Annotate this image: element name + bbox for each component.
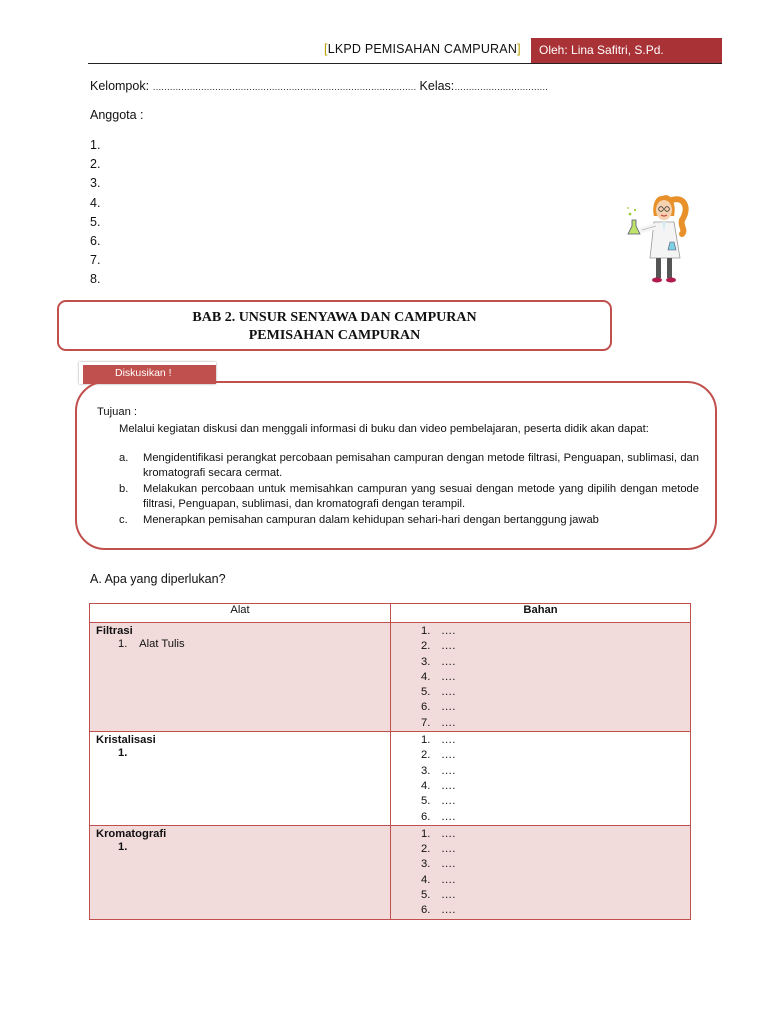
bahan-item — [421, 655, 690, 670]
bahan-number: 4. — [421, 873, 431, 886]
bahan-number: 5. — [421, 889, 431, 902]
bahan-number: 3. — [421, 655, 431, 668]
alat-item: 1. — [118, 840, 128, 853]
kelompok-field[interactable]: ………………………………………………………………………………… — [152, 82, 417, 92]
alat-method-name: Kromatografi — [96, 827, 167, 840]
table-row — [90, 623, 691, 732]
kelompok-label: Kelompok: — [90, 79, 150, 93]
bahan-number: 6. — [421, 904, 431, 917]
bahan-dots: …. — [441, 810, 456, 823]
tujuan-item-letter: c. — [119, 514, 128, 526]
bahan-dots: …. — [441, 670, 456, 683]
bahan-number: 7. — [421, 716, 431, 729]
alat-cell[interactable] — [90, 732, 391, 826]
header-alat: Alat — [90, 604, 391, 623]
bahan-dots: …. — [441, 858, 456, 871]
kelas-field[interactable]: …………………………… — [454, 82, 548, 92]
tujuan-item-letter: b. — [119, 483, 129, 495]
bahan-item — [421, 639, 690, 654]
bahan-dots: …. — [441, 889, 456, 902]
alat-item: 1. — [118, 747, 128, 760]
bahan-item — [421, 903, 690, 918]
tujuan-item-text: Mengidentifikasi perangkat percobaan pemisahan campuran dengan metode filtrasi, Penguapan, sublimasi, dan kromatografi secara cermat. — [143, 452, 699, 479]
alat-method-name: Filtrasi — [96, 625, 133, 637]
tujuan-item-text: Melakukan percobaan untuk memisahkan campuran yang sesuai dengan metode yang dipilih dengan metode filtrasi, Penguapan, sublimasi, dan kromatografi dengan terampil. — [143, 483, 699, 510]
bahan-number: 1. — [421, 734, 431, 747]
bahan-number: 2. — [421, 640, 431, 653]
bahan-item — [421, 827, 690, 842]
bahan-cell[interactable] — [391, 732, 691, 826]
alat-cell[interactable] — [90, 623, 391, 732]
bahan-item — [421, 733, 690, 748]
chapter-title-line2: PEMISAHAN CAMPURAN — [248, 328, 421, 343]
chapter-title-box — [57, 300, 612, 351]
tujuan-item-text: Menerapkan pemisahan campuran dalam kehidupan sehari-hari dengan bertanggung jawab — [143, 514, 599, 526]
bahan-item — [421, 888, 690, 903]
bahan-item — [421, 670, 690, 685]
alat-cell[interactable] — [90, 825, 391, 919]
bahan-number: 6. — [421, 810, 431, 823]
anggota-item[interactable]: 3. — [90, 176, 101, 191]
bahan-dots: …. — [441, 873, 456, 886]
author-badge: Oleh: Lina Safitri, S.Pd. — [531, 38, 722, 63]
equipment-table — [89, 603, 691, 920]
bahan-cell[interactable] — [391, 825, 691, 919]
table-header-row — [90, 604, 691, 623]
bahan-number: 4. — [421, 670, 431, 683]
diskusi-tab-label: Diskusikan ! — [83, 365, 216, 384]
tujuan-item — [119, 513, 699, 528]
bahan-dots: …. — [441, 734, 456, 747]
bahan-item — [421, 857, 690, 872]
bahan-item — [421, 624, 690, 639]
bahan-number: 1. — [421, 827, 431, 840]
bahan-number: 5. — [421, 686, 431, 699]
bahan-item — [421, 716, 690, 731]
bahan-dots: …. — [441, 827, 456, 840]
bahan-number: 1. — [421, 625, 431, 637]
bahan-item — [421, 748, 690, 763]
tujuan-list — [119, 451, 699, 530]
bahan-number: 2. — [421, 843, 431, 856]
title-bracket-close: ] — [517, 42, 521, 56]
bahan-cell[interactable] — [391, 623, 691, 732]
table-row — [90, 825, 691, 919]
bahan-item — [421, 700, 690, 715]
bahan-number: 5. — [421, 795, 431, 808]
title-bracket-open: [ — [324, 42, 328, 56]
alat-item: 1. Alat Tulis — [118, 638, 185, 650]
bahan-list — [391, 623, 690, 731]
bahan-item — [421, 779, 690, 794]
tujuan-intro: Melalui kegiatan diskusi dan menggali informasi di buku dan video pembelajaran, peserta didik akan dapat: — [119, 423, 649, 435]
bahan-number: 4. — [421, 779, 431, 792]
anggota-item[interactable]: 8. — [90, 272, 101, 287]
header-bahan: Bahan — [391, 604, 691, 623]
bahan-list — [391, 826, 690, 919]
tujuan-item — [119, 451, 699, 480]
anggota-item[interactable]: 4. — [90, 195, 101, 210]
bahan-item — [421, 810, 690, 825]
header-divider — [88, 63, 722, 64]
bahan-number: 3. — [421, 764, 431, 777]
chapter-title-line1: BAB 2. UNSUR SENYAWA DAN CAMPURAN — [192, 310, 477, 325]
bahan-item — [421, 685, 690, 700]
anggota-item[interactable]: 5. — [90, 214, 101, 229]
document-title — [324, 42, 521, 56]
bahan-dots: …. — [441, 904, 456, 917]
bahan-item — [421, 794, 690, 809]
bahan-dots: …. — [441, 625, 456, 637]
bahan-dots: …. — [441, 686, 456, 699]
tujuan-item — [119, 482, 699, 511]
bahan-dots: …. — [441, 779, 456, 792]
section-a-heading: A. Apa yang diperlukan? — [90, 572, 226, 586]
tujuan-label: Tujuan : — [97, 406, 138, 418]
bahan-list — [391, 732, 690, 825]
scientist-illustration — [624, 186, 708, 288]
anggota-item[interactable]: 7. — [90, 253, 101, 268]
tujuan-item-letter: a. — [119, 452, 129, 464]
bahan-number: 3. — [421, 858, 431, 871]
anggota-item[interactable]: 1. — [90, 138, 101, 152]
bahan-item — [421, 873, 690, 888]
bahan-number: 6. — [421, 701, 431, 714]
alat-method-name: Kristalisasi — [96, 734, 156, 747]
bahan-item — [421, 764, 690, 779]
bahan-dots: …. — [441, 716, 456, 729]
bahan-dots: …. — [441, 764, 456, 777]
anggota-list — [90, 136, 100, 290]
bahan-dots: …. — [441, 843, 456, 856]
anggota-item[interactable]: 2. — [90, 157, 101, 172]
tujuan-box — [75, 381, 717, 550]
bahan-number: 2. — [421, 749, 431, 762]
bahan-dots: …. — [441, 749, 456, 762]
title-text: LKPD PEMISAHAN CAMPURAN — [327, 42, 518, 56]
anggota-item[interactable]: 6. — [90, 233, 101, 248]
kelompok-line — [90, 79, 548, 93]
table-row — [90, 732, 691, 826]
bahan-item — [421, 842, 690, 857]
bahan-dots: …. — [441, 795, 456, 808]
bahan-dots: …. — [441, 701, 456, 714]
bahan-dots: …. — [441, 640, 456, 653]
bahan-dots: …. — [441, 655, 456, 668]
anggota-label: Anggota : — [90, 108, 144, 122]
kelas-label: Kelas: — [419, 79, 455, 93]
